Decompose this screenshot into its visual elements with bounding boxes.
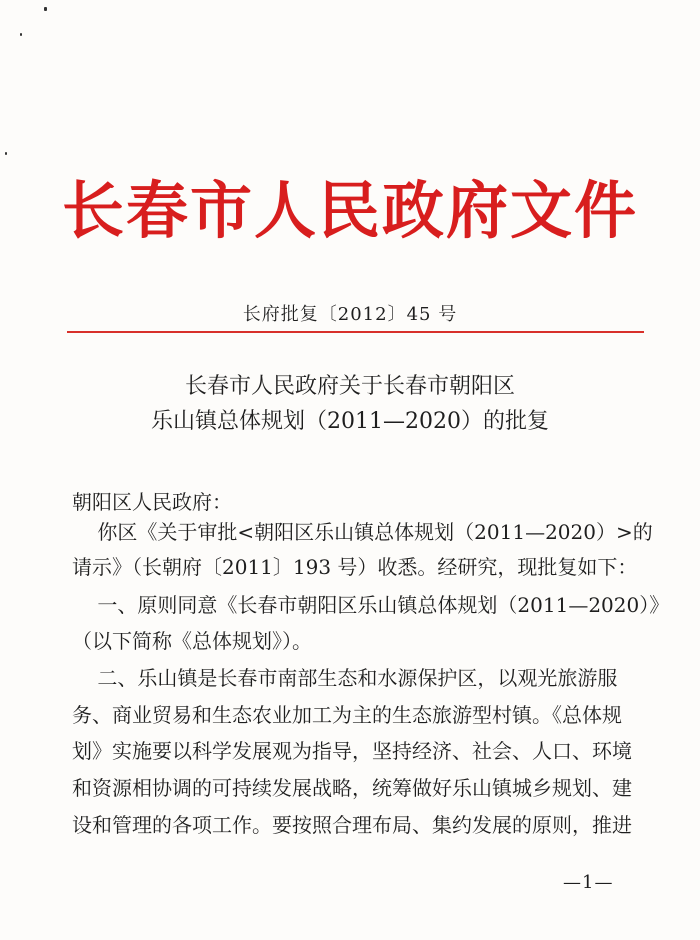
- body-line: 务、商业贸易和生态农业加工为主的生态旅游型村镇。《总体规: [72, 703, 622, 727]
- body-line: （以下简称《总体规划》）。: [72, 629, 312, 653]
- body-line: 划》实施要以科学发展观为指导，坚持经济、社会、人口、环境: [72, 739, 632, 763]
- body-line: 请示》（长朝府〔2011〕193 号）收悉。经研究，现批复如下：: [72, 555, 638, 579]
- body-line: 和资源相协调的可持续发展战略，统筹做好乐山镇城乡规划、建: [72, 776, 632, 800]
- scan-speck: [5, 152, 7, 155]
- body-line: 二、乐山镇是长春市南部生态和水源保护区，以观光旅游服: [72, 666, 618, 690]
- page-number: —1—: [563, 872, 614, 893]
- document-number: 长府批复〔2012〕45 号: [242, 304, 458, 325]
- body-line: 一、原则同意《长春市朝阳区乐山镇总体规划（2011—2020）》: [72, 593, 670, 617]
- body-line: 设和管理的各项工作。要按照合理布局、集约发展的原则，推进: [72, 813, 632, 837]
- red-divider-line: [67, 331, 644, 333]
- scan-speck: [20, 33, 22, 36]
- body-line: 你区《关于审批<朝阳区乐山镇总体规划（2011—2020）>的: [72, 520, 653, 544]
- document-masthead: 长春市人民政府文件: [61, 174, 638, 247]
- document-title-line-1: 长春市人民政府关于长春市朝阳区: [184, 374, 515, 399]
- salutation: 朝阳区人民政府：: [72, 490, 232, 514]
- scan-speck: [44, 7, 47, 11]
- document-title-line-2: 乐山镇总体规划（2011—2020）的批复: [151, 409, 549, 434]
